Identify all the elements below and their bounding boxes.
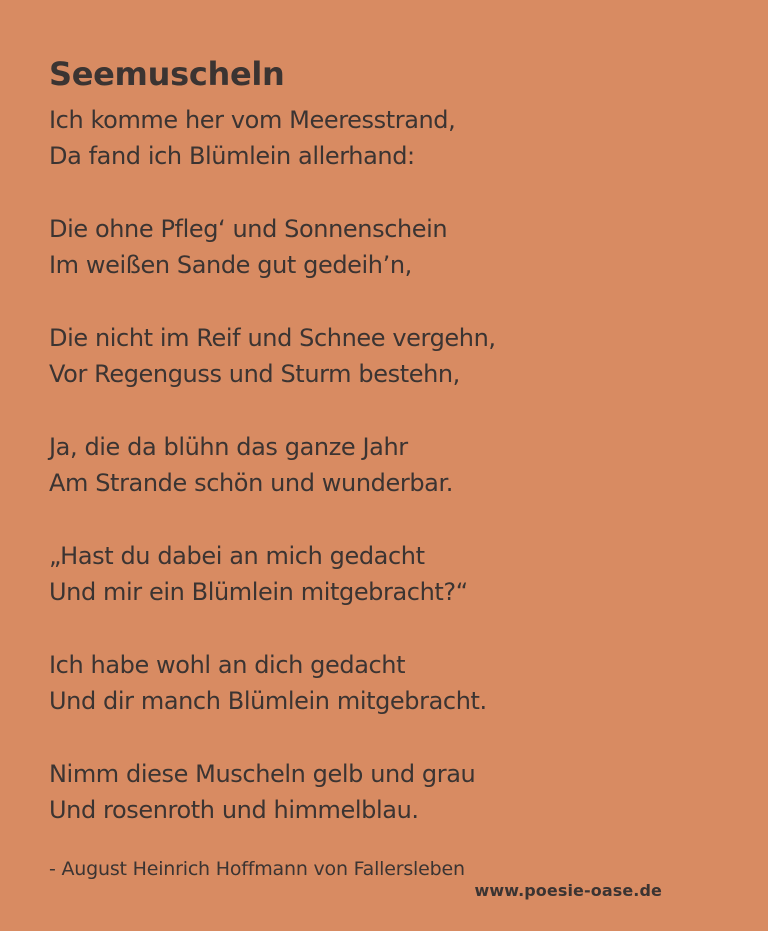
poem-line: Im weißen Sande gut gedeih’n,: [49, 251, 412, 279]
poem-line: Die ohne Pfleg‘ und Sonnenschein: [49, 215, 448, 243]
stanza-4: [49, 429, 729, 501]
poem-line: Vor Regenguss und Sturm bestehn,: [49, 360, 460, 388]
poem-line: Und rosenroth und himmelblau.: [49, 796, 419, 824]
poem-line: Ich habe wohl an dich gedacht: [49, 651, 406, 679]
stanza-2: [49, 211, 729, 283]
poem-line: Und mir ein Blümlein mitgebracht?“: [49, 578, 468, 606]
stanza-3: [49, 320, 729, 392]
stanza-5: [49, 538, 729, 610]
poem-line: „Hast du dabei an mich gedacht: [49, 542, 425, 570]
poem-line: Da fand ich Blümlein allerhand:: [49, 142, 415, 170]
poem-line: Und dir manch Blümlein mitgebracht.: [49, 687, 487, 715]
poem-line: Ich komme her vom Meeresstrand,: [49, 106, 456, 134]
poem-line: Ja, die da blühn das ganze Jahr: [49, 433, 408, 461]
stanza-7: [49, 756, 729, 828]
poem-author: - August Heinrich Hoffmann von Fallersleben: [49, 858, 465, 880]
stanza-6: [49, 647, 729, 719]
website-credit: www.poesie-oase.de: [474, 881, 662, 900]
stanza-1: [49, 102, 729, 174]
poem-card: [49, 52, 729, 865]
poem-line: Die nicht im Reif und Schnee vergehn,: [49, 324, 496, 352]
poem-line: Nimm diese Muscheln gelb und grau: [49, 760, 476, 788]
poem-line: Am Strande schön und wunderbar.: [49, 469, 453, 497]
poem-title: Seemuscheln: [49, 55, 285, 93]
